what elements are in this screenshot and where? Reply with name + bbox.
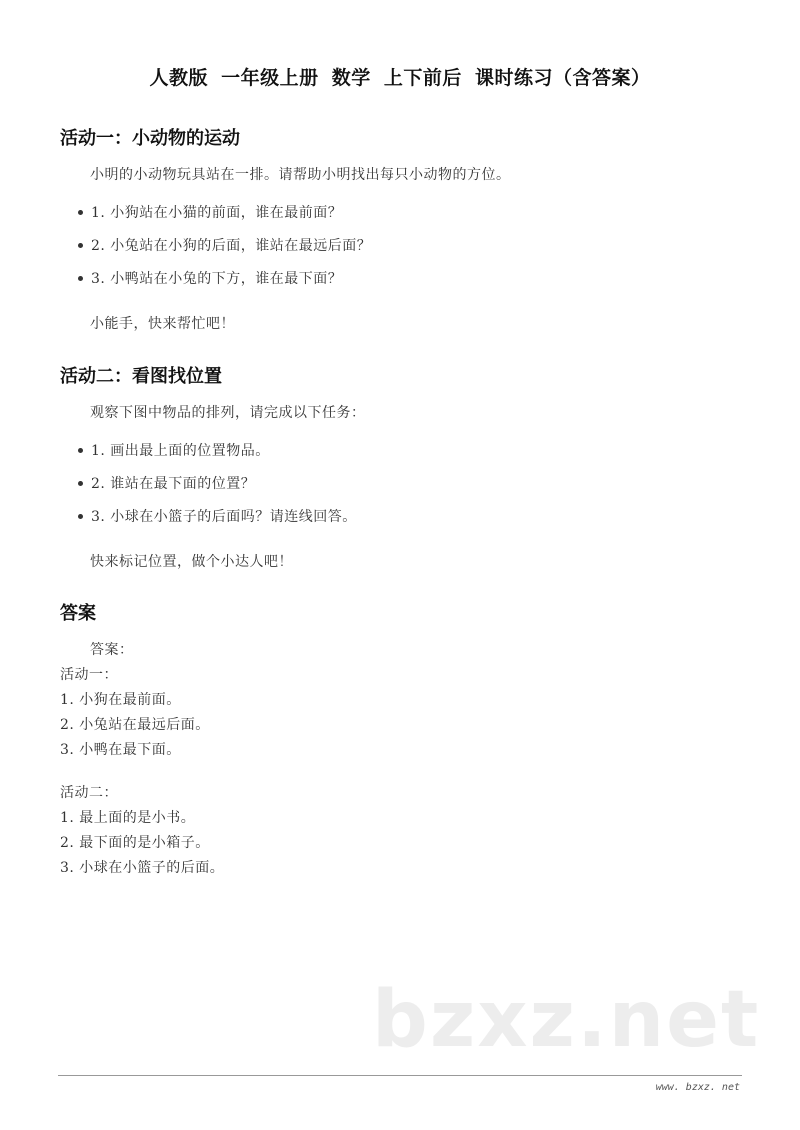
bullet-icon [78,276,83,281]
footer-url: www. bzxz. net [655,1082,740,1093]
answer-line: 1. 小狗在最前面。 [60,692,181,708]
activity1-intro: 小明的小动物玩具站在一排。请帮助小明找出每只小动物的方位。 [90,167,511,183]
list-item-text: 3. 小球在小篮子的后面吗？请连线回答。 [91,509,357,525]
bullet-icon [78,481,83,486]
page-title: 人教版 一年级上册 数学 上下前后 课时练习（含答案） [149,67,651,89]
activity2-closing: 快来标记位置，做个小达人吧！ [90,554,293,570]
answer-line: 2. 小兔站在最远后面。 [60,717,210,733]
bullet-icon [78,514,83,519]
list-item-text: 2. 小兔站在小狗的后面，谁站在最远后面？ [91,238,372,254]
activity2-heading: 活动二：看图找位置 [60,366,222,387]
footer-divider [58,1075,742,1076]
activity1-heading: 活动一：小动物的运动 [60,128,240,149]
answers-group1-label: 活动一： [60,667,118,683]
answer-line: 1. 最上面的是小书。 [60,810,196,826]
bullet-icon [78,243,83,248]
answers-heading: 答案 [60,603,96,624]
list-item-text: 2. 谁站在最下面的位置？ [91,476,256,492]
answer-line: 3. 小球在小篮子的后面。 [60,860,225,876]
watermark: bzxz.net [372,975,761,1065]
answers-block [60,640,224,883]
list-item-text: 1. 画出最上面的位置物品。 [91,443,270,459]
activity2-intro: 观察下图中物品的排列，请完成以下任务： [90,405,366,421]
list-item-text: 3. 小鸭站在小兔的下方，谁在最下面？ [91,271,343,287]
answer-line: 2. 最下面的是小箱子。 [60,835,210,851]
list-item-text: 1. 小狗站在小猫的前面，谁在最前面？ [91,205,343,221]
answers-group2-label: 活动二： [60,785,118,801]
answers-intro: 答案： [90,642,134,658]
answer-spacer [60,765,224,783]
answer-line: 3. 小鸭在最下面。 [60,742,181,758]
activity1-closing: 小能手，快来帮忙吧！ [90,316,235,332]
bullet-icon [78,210,83,215]
bullet-icon [78,448,83,453]
